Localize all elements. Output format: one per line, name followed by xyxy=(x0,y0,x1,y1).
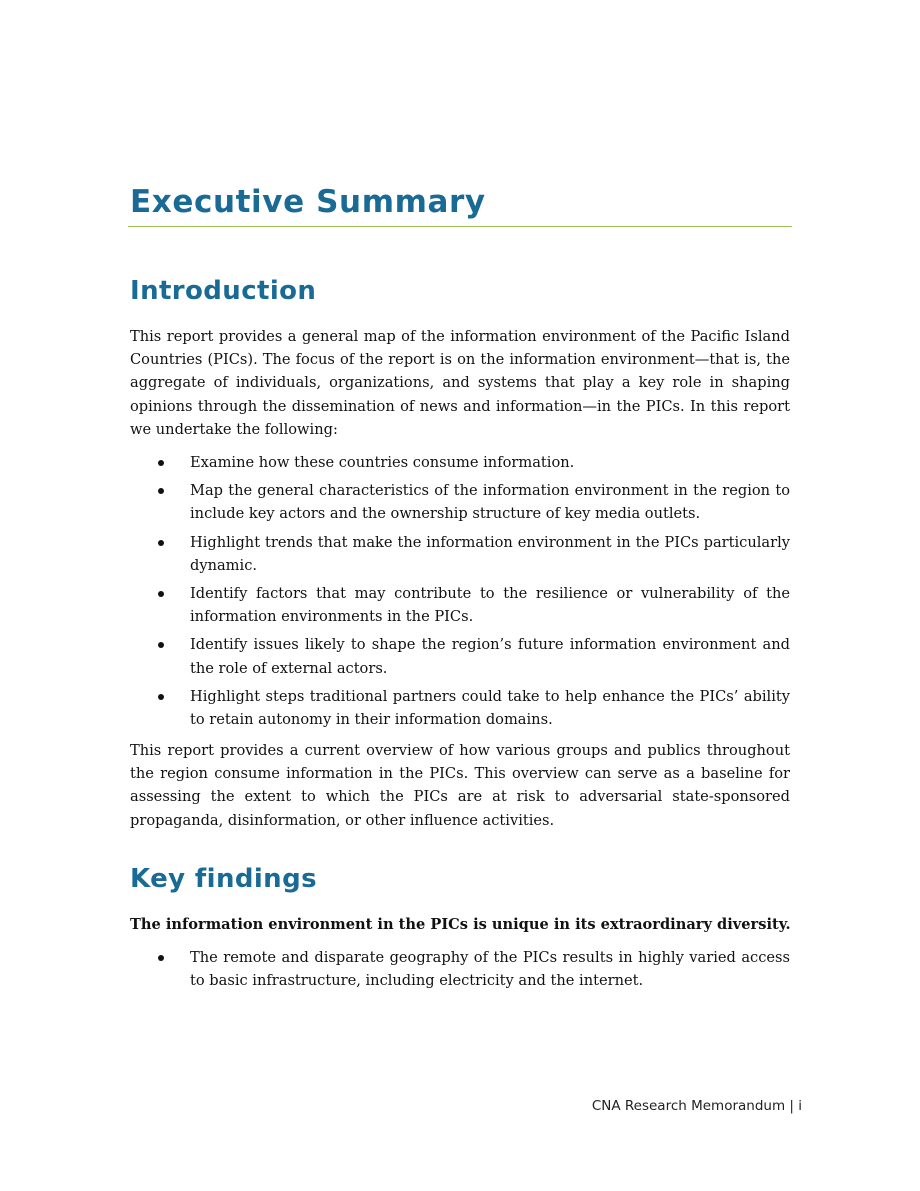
introduction-paragraph: This report provides a general map of the information environment of the Pacific Island Countries (PICs). The focus of the report is on the information environment—that is, the aggregate of individuals, organizations, and systems that play a key role in shaping opinions through the dissemination of news and information—in the PICs. In this report we undertake the following: xyxy=(130,328,790,438)
bullet-icon xyxy=(158,955,164,961)
page-title: Executive Summary xyxy=(130,184,486,220)
list-item xyxy=(130,685,790,731)
list-item-text: The remote and disparate geography of the PICs results in highly varied access to basic infrastructure, including electricity and the internet. xyxy=(190,949,790,990)
list-item-text: Identify issues likely to shape the region’s future information environment and the role of external actors. xyxy=(190,636,790,677)
bullet-icon xyxy=(158,460,164,466)
key-finding-statement: The information environment in the PICs is unique in its extraordinary diversity. xyxy=(130,916,791,933)
list-item-text: Map the general characteristics of the information environment in the region to include key actors and the ownership structure of key media outlets. xyxy=(190,482,790,523)
list-item-text: Identify factors that may contribute to the resilience or vulnerability of the information environments in the PICs. xyxy=(190,585,790,626)
list-item-text: Examine how these countries consume information. xyxy=(190,454,575,471)
bullet-icon xyxy=(158,488,164,494)
list-item xyxy=(130,531,790,577)
introduction-heading: Introduction xyxy=(130,276,317,306)
list-item xyxy=(130,633,790,679)
page-footer: CNA Research Memorandum | i xyxy=(591,1098,802,1114)
bullet-icon xyxy=(158,694,164,700)
introduction-bullet-list xyxy=(130,451,790,736)
list-item-text: Highlight trends that make the information environment in the PICs particularly dynamic. xyxy=(190,533,790,574)
bullet-icon xyxy=(158,591,164,597)
key-findings-heading: Key findings xyxy=(130,864,317,894)
bullet-icon xyxy=(158,540,164,546)
list-item xyxy=(130,479,790,525)
list-item xyxy=(130,582,790,628)
list-item-text: Highlight steps traditional partners could take to help enhance the PICs’ ability to retain autonomy in their information domains. xyxy=(190,687,790,729)
bullet-icon xyxy=(158,642,164,648)
title-divider xyxy=(128,226,792,227)
list-item xyxy=(130,451,790,474)
list-item xyxy=(130,946,790,992)
introduction-closing-paragraph: This report provides a current overview of how various groups and publics throughout the region consume information in the PICs. This overview can serve as a baseline for assessing the extent to which the PICs are at risk to adversarial state-sponsored propaganda, disinformation, or other influence activities. xyxy=(130,742,790,829)
key-findings-bullet-list xyxy=(130,946,790,997)
